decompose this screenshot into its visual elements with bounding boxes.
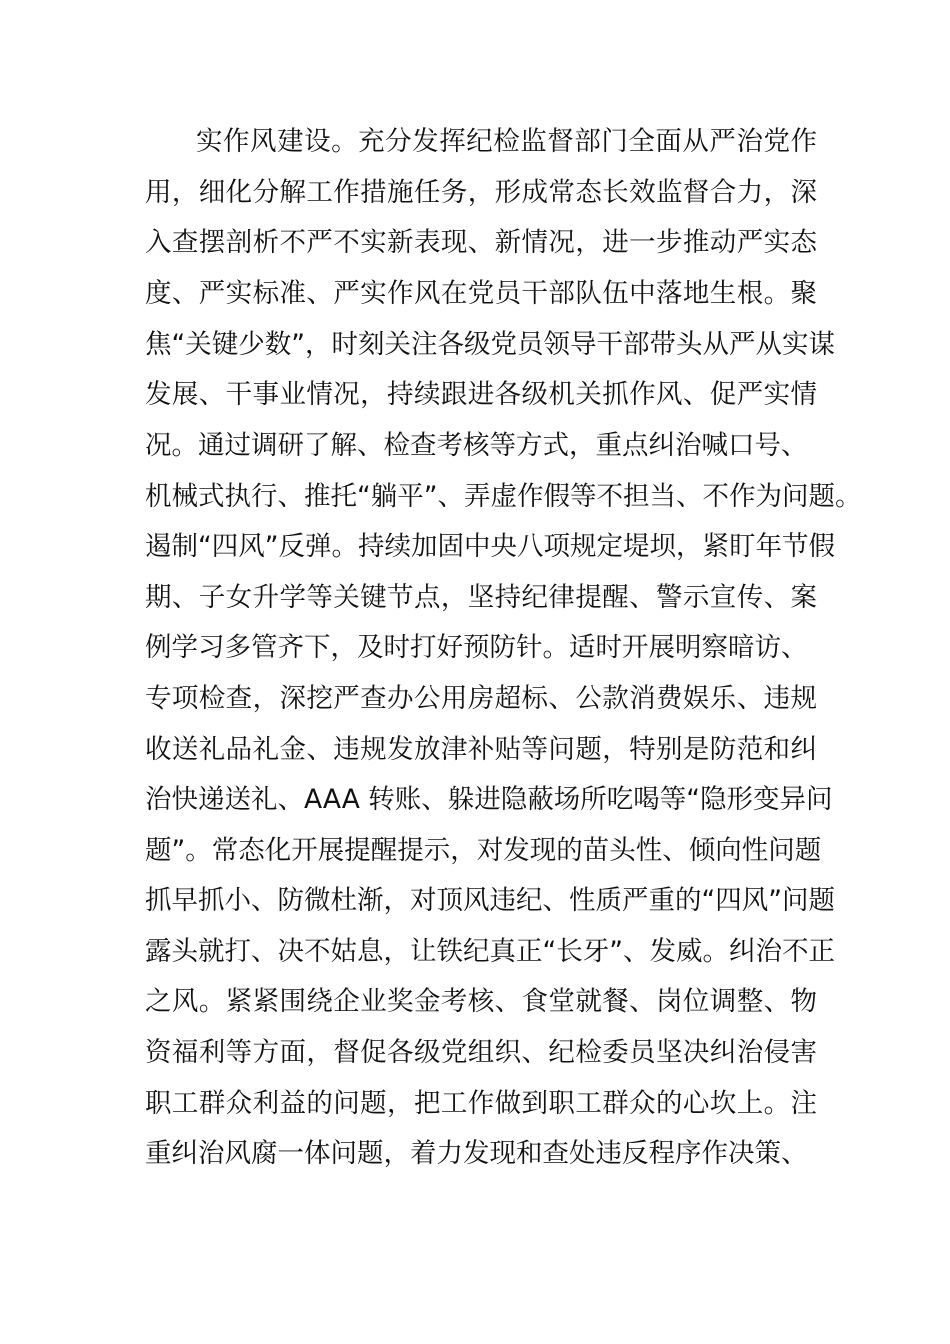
text-line: 用，细化分解工作措施任务，形成常态长效监督合力，深 [145,177,817,208]
text-line: 治快递送礼、AAA 转账、躲进隐蔽场所吃喝等“隐形变异问 [145,784,833,815]
text-line: 题”。常态化开展提醒提示，对发现的苗头性、倾向性问题 [145,835,822,866]
text-line: 焦“关键少数”，时刻关注各级党员领导干部带头从严从实谋 [145,329,835,360]
text-line: 抓早抓小、防微杜渐，对顶风违纪、性质严重的“四风”问题 [145,885,835,916]
text-line: 入查摆剖析不严不实新表现、新情况，进一步推动严实态 [145,227,817,258]
text-line: 露头就打、决不姑息，让铁纪真正“长牙”、发威。纠治不正 [145,936,835,967]
text-line: 资福利等方面，督促各级党组织、纪检委员坚决纠治侵害 [145,1037,817,1068]
text-line: 遏制“四风”反弹。持续加固中央八项规定堤坝，紧盯年节假 [145,531,835,562]
text-line: 例学习多管齐下，及时打好预防针。适时开展明察暗访、 [145,632,808,663]
text-line: 机械式执行、推托“躺平”、弄虚作假等不担当、不作为问题。 [145,481,862,512]
text-line: 况。通过调研了解、检查考核等方式，重点纠治喊口号、 [145,430,808,461]
text-line: 重纠治风腐一体问题，着力发现和查处违反程序作决策、 [145,1138,808,1169]
text-line: 度、严实标准、严实作风在党员干部队伍中落地生根。聚 [145,278,817,309]
text-line: 实作风建设。充分发挥纪检监督部门全面从严治党作 [196,126,817,157]
text-line: 收送礼品礼金、违规发放津补贴等问题，特别是防范和纠 [145,734,817,765]
text-line: 职工群众利益的问题，把工作做到职工群众的心坎上。注 [145,1088,817,1119]
text-line: 之风。紧紧围绕企业奖金考核、食堂就餐、岗位调整、物 [145,986,817,1017]
text-line: 专项检查，深挖严查办公用房超标、公款消费娱乐、违规 [145,683,817,714]
text-line: 期、子女升学等关键节点，坚持纪律提醒、警示宣传、案 [145,582,817,613]
text-line: 发展、干事业情况，持续跟进各级机关抓作风、促严实情 [145,379,817,410]
